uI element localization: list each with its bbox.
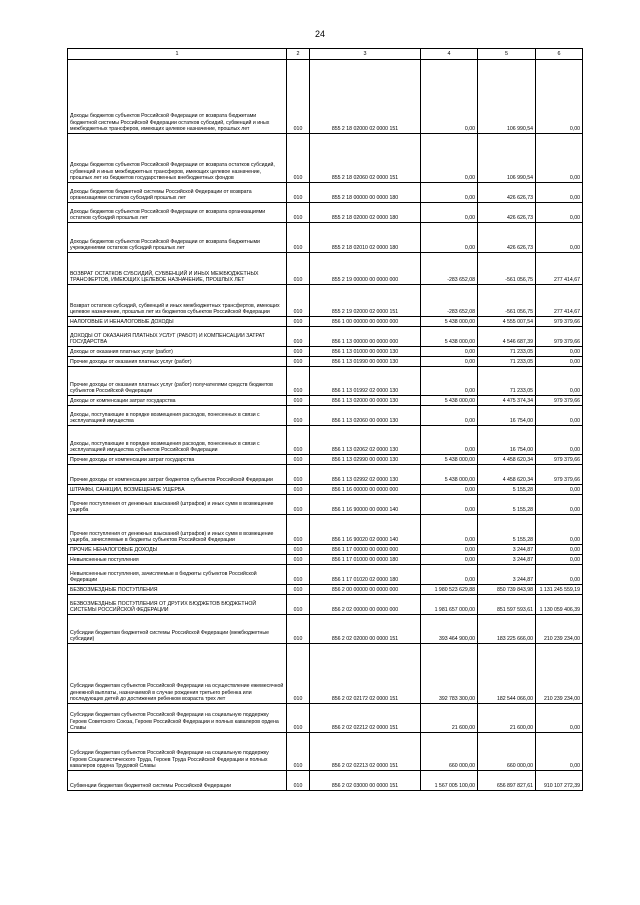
row-name: Прочие поступления от денежных взысканий (штрафов) и иных сумм в возмещение ущерба [68,495,287,515]
row-executed: 426 626,73 [478,183,536,203]
row-approved: 0,00 [421,426,478,455]
row-unexecuted: 210 239 234,00 [536,615,583,644]
row-kbk: 855 2 18 02010 02 0000 180 [310,223,421,253]
row-unexecuted: 0,00 [536,183,583,203]
table-row [68,367,583,396]
table-row [68,347,583,357]
header-cell: 6 [536,49,583,60]
row-code: 010 [287,585,310,595]
row-kbk: 855 2 18 00000 00 0000 180 [310,183,421,203]
row-unexecuted: 1 131 245 559,19 [536,585,583,595]
row-kbk: 856 2 02 02212 02 0000 151 [310,704,421,733]
row-code: 010 [287,285,310,317]
table-row [68,615,583,644]
row-executed: 71 233,05 [478,367,536,396]
row-code: 010 [287,455,310,465]
row-unexecuted: 1 130 059 406,39 [536,595,583,615]
row-code: 010 [287,367,310,396]
row-code: 010 [287,595,310,615]
row-name: БЕЗВОЗМЕЗДНЫЕ ПОСТУПЛЕНИЯ ОТ ДРУГИХ БЮДЖЕТОВ БЮДЖЕТНОЙ СИСТЕМЫ РОССИЙСКОЙ ФЕДЕРАЦИИ [68,595,287,615]
row-approved: 0,00 [421,555,478,565]
row-executed: 5 155,28 [478,515,536,545]
row-executed: 656 897 827,61 [478,771,536,791]
row-unexecuted: 0,00 [536,485,583,495]
row-executed: 851 597 593,61 [478,595,536,615]
row-unexecuted: 979 379,66 [536,317,583,327]
table-row [68,396,583,406]
table-row [68,223,583,253]
row-executed: 182 544 066,00 [478,644,536,704]
table-row [68,134,583,183]
row-executed: 3 244,87 [478,555,536,565]
row-code: 010 [287,327,310,347]
row-name: Доходы бюджетов субъектов Российской Федерации от возврата организациями остатков субсидий прошлых лет [68,203,287,223]
row-kbk: 856 2 02 02000 00 0000 151 [310,615,421,644]
table-row [68,60,583,134]
row-executed: -561 056,75 [478,253,536,285]
row-approved: 5 438 000,00 [421,396,478,406]
row-code: 010 [287,406,310,426]
row-unexecuted: 979 379,66 [536,396,583,406]
table-row [68,485,583,495]
row-unexecuted: 277 414,67 [536,253,583,285]
row-executed: 4 546 687,39 [478,327,536,347]
row-code: 010 [287,317,310,327]
row-approved: 0,00 [421,495,478,515]
row-approved: 393 464 900,00 [421,615,478,644]
row-executed: 5 155,28 [478,495,536,515]
row-name: ВОЗВРАТ ОСТАТКОВ СУБСИДИЙ, СУБВЕНЦИЙ И ИНЫХ МЕЖБЮДЖЕТНЫХ ТРАНСФЕРТОВ, ИМЕЮЩИХ ЦЕЛЕВОЕ НАЗНАЧЕНИЕ, ПРОШЛЫХ ЛЕТ [68,253,287,285]
row-unexecuted: 0,00 [536,357,583,367]
table-row [68,733,583,771]
row-name: Субвенции бюджетам бюджетной системы Российской Федерации [68,771,287,791]
row-kbk: 856 2 02 03000 00 0000 151 [310,771,421,791]
row-executed: 183 225 666,00 [478,615,536,644]
row-unexecuted: 0,00 [536,565,583,585]
row-unexecuted: 0,00 [536,545,583,555]
row-approved: 392 783 300,00 [421,644,478,704]
row-executed: 850 739 843,98 [478,585,536,595]
row-executed: 16 754,00 [478,406,536,426]
row-approved: 5 438 000,00 [421,317,478,327]
row-executed: 71 233,05 [478,347,536,357]
row-code: 010 [287,203,310,223]
row-approved: 5 438 000,00 [421,465,478,485]
row-executed: 4 458 620,34 [478,455,536,465]
row-code: 010 [287,426,310,455]
row-code: 010 [287,545,310,555]
row-kbk: 856 1 13 01990 00 0000 130 [310,357,421,367]
row-executed: 21 600,00 [478,704,536,733]
row-name: Прочие доходы от оказания платных услуг (работ) получателями средств бюджетов субъектов Российской Федерации [68,367,287,396]
table-row [68,545,583,555]
row-name: НАЛОГОВЫЕ И НЕНАЛОГОВЫЕ ДОХОДЫ [68,317,287,327]
row-code: 010 [287,704,310,733]
row-kbk: 855 2 18 02000 02 0000 151 [310,60,421,134]
row-unexecuted: 979 379,66 [536,455,583,465]
table-row [68,183,583,203]
row-name: Прочие доходы от компенсации затрат бюджетов субъектов Российской Федерации [68,465,287,485]
header-cell: 2 [287,49,310,60]
row-kbk: 856 1 00 00000 00 0000 000 [310,317,421,327]
row-approved: 0,00 [421,406,478,426]
row-name: Доходы бюджетов субъектов Российской Федерации от возврата бюджетами бюджетной системы Российской Федерации остатков субсидий, субвенций и иных межбюджетных трансферов, имеющих целевое назначение, прошлых лет [68,60,287,134]
table-row [68,515,583,545]
row-code: 010 [287,60,310,134]
row-approved: 0,00 [421,60,478,134]
row-name: Субсидии бюджетам субъектов Российской Федерации на социальную поддержку Героев Советского Союза, Героев Российской Федерации и полных кавалеров ордена Славы [68,704,287,733]
row-unexecuted: 0,00 [536,426,583,455]
row-code: 010 [287,615,310,644]
row-executed: 106 990,54 [478,60,536,134]
row-executed: 106 990,54 [478,134,536,183]
row-approved: 1 981 657 000,00 [421,595,478,615]
table-row [68,495,583,515]
row-code: 010 [287,771,310,791]
row-kbk: 856 1 17 01020 02 0000 180 [310,565,421,585]
page-number: 24 [314,29,325,39]
row-approved: 0,00 [421,223,478,253]
row-code: 010 [287,183,310,203]
row-name: Невыясненные поступления, зачисляемые в бюджеты субъектов Российской Федерации [68,565,287,585]
row-approved: 0,00 [421,183,478,203]
table-row [68,317,583,327]
row-executed: 4 475 374,34 [478,396,536,406]
row-kbk: 856 1 16 90020 02 0000 140 [310,515,421,545]
row-kbk: 856 1 13 01000 00 0000 130 [310,347,421,357]
row-unexecuted: 277 414,67 [536,285,583,317]
budget-revenue-table [67,48,583,791]
row-unexecuted: 0,00 [536,733,583,771]
row-executed: 4 458 620,34 [478,465,536,485]
row-name: Доходы бюджетов субъектов Российской Федерации от возврата бюджетными учреждениями остатков субсидий прошлых лет [68,223,287,253]
row-unexecuted: 979 379,66 [536,327,583,347]
table-row [68,771,583,791]
row-unexecuted: 0,00 [536,347,583,357]
row-unexecuted: 910 107 272,39 [536,771,583,791]
table-row [68,455,583,465]
row-name: Доходы от компенсации затрат государства [68,396,287,406]
row-kbk: 856 1 17 00000 00 0000 000 [310,545,421,555]
row-kbk: 856 1 13 02000 00 0000 130 [310,396,421,406]
table-row [68,565,583,585]
row-executed: 3 244,87 [478,565,536,585]
row-approved: 0,00 [421,347,478,357]
row-unexecuted: 0,00 [536,60,583,134]
row-unexecuted: 0,00 [536,134,583,183]
row-code: 010 [287,223,310,253]
row-unexecuted: 0,00 [536,555,583,565]
row-code: 010 [287,465,310,485]
row-executed: 71 233,05 [478,357,536,367]
row-kbk: 855 2 18 02000 02 0000 180 [310,203,421,223]
row-approved: 1 567 005 100,00 [421,771,478,791]
table-row [68,555,583,565]
table-row [68,357,583,367]
row-code: 010 [287,495,310,515]
row-unexecuted: 210 239 234,00 [536,644,583,704]
row-unexecuted: 979 379,66 [536,465,583,485]
row-approved: 0,00 [421,134,478,183]
row-kbk: 855 2 19 02000 02 0000 151 [310,285,421,317]
row-unexecuted: 0,00 [536,495,583,515]
row-kbk: 856 2 00 00000 00 0000 000 [310,585,421,595]
row-name: ПРОЧИЕ НЕНАЛОГОВЫЕ ДОХОДЫ [68,545,287,555]
row-name: Возврат остатков субсидий, субвенций и иных межбюджетных трансфертов, имеющих целевое назначение, прошлых лет из бюджетов субъектов Российской Федерации [68,285,287,317]
row-approved: 0,00 [421,515,478,545]
row-code: 010 [287,644,310,704]
header-cell: 4 [421,49,478,60]
table-row [68,285,583,317]
row-code: 010 [287,485,310,495]
row-name: Доходы, поступающие в порядке возмещения расходов, понесенных в связи с эксплуатацией имущества [68,406,287,426]
row-unexecuted: 0,00 [536,515,583,545]
row-unexecuted: 0,00 [536,367,583,396]
row-unexecuted: 0,00 [536,223,583,253]
row-approved: 0,00 [421,565,478,585]
row-code: 010 [287,357,310,367]
row-kbk: 856 1 17 01000 00 0000 180 [310,555,421,565]
row-kbk: 856 1 13 01992 02 0000 130 [310,367,421,396]
row-approved: 0,00 [421,203,478,223]
row-kbk: 856 1 16 00000 00 0000 000 [310,485,421,495]
row-kbk: 856 1 13 00000 00 0000 000 [310,327,421,347]
row-approved: 0,00 [421,485,478,495]
row-code: 010 [287,396,310,406]
row-code: 010 [287,253,310,285]
row-executed: 3 244,87 [478,545,536,555]
row-name: Доходы бюджетов субъектов Российской Федерации от возврата остатков субсидий, субвенций и иных межбюджетных трансферов, имеющих целевое назначение, прошлых лет из бюджетов государственных внебюджетных фондов [68,134,287,183]
row-approved: -283 652,08 [421,285,478,317]
table-row [68,704,583,733]
table-row [68,585,583,595]
row-name: Доходы, поступающие в порядке возмещения расходов, понесенных в связи с эксплуатацией имущества субъектов Российской Федерации [68,426,287,455]
row-executed: 5 155,28 [478,485,536,495]
row-approved: 1 980 523 629,88 [421,585,478,595]
row-name: Прочие поступления от денежных взысканий (штрафов) и иных сумм в возмещение ущерба, зачисляемые в бюджеты субъектов Российской Федерации [68,515,287,545]
table-row [68,203,583,223]
row-name: Доходы бюджетов бюджетной системы Российской Федерации от возврата организациями остатков субсидий прошлых лет [68,183,287,203]
row-approved: 0,00 [421,357,478,367]
header-row [68,49,583,60]
row-approved: 21 600,00 [421,704,478,733]
row-name: Прочие доходы от компенсации затрат государства [68,455,287,465]
header-cell: 3 [310,49,421,60]
table-row [68,465,583,485]
row-kbk: 856 2 02 00000 00 0000 000 [310,595,421,615]
row-code: 010 [287,565,310,585]
row-unexecuted: 0,00 [536,203,583,223]
row-approved: -283 652,08 [421,253,478,285]
row-kbk: 856 1 13 02990 00 0000 130 [310,455,421,465]
row-name: Доходы от оказания платных услуг (работ) [68,347,287,357]
row-kbk: 856 1 13 02060 00 0000 130 [310,406,421,426]
table-row [68,327,583,347]
row-code: 010 [287,134,310,183]
row-kbk: 856 1 13 02062 02 0000 130 [310,426,421,455]
header-cell: 5 [478,49,536,60]
row-code: 010 [287,515,310,545]
table-row [68,406,583,426]
table-row [68,595,583,615]
row-name: Субсидии бюджетам бюджетной системы Российской Федерации (межбюджетные субсидии) [68,615,287,644]
row-executed: -561 056,75 [478,285,536,317]
table-row [68,426,583,455]
row-unexecuted: 0,00 [536,406,583,426]
row-kbk: 855 2 18 02060 02 0000 151 [310,134,421,183]
row-name: Невыясненные поступления [68,555,287,565]
row-approved: 0,00 [421,367,478,396]
row-approved: 5 438 000,00 [421,327,478,347]
row-unexecuted: 0,00 [536,704,583,733]
row-name: ШТРАФЫ, САНКЦИИ, ВОЗМЕЩЕНИЕ УЩЕРБА [68,485,287,495]
row-executed: 426 626,73 [478,223,536,253]
row-kbk: 856 2 02 02172 02 0000 151 [310,644,421,704]
row-executed: 426 626,73 [478,203,536,223]
row-code: 010 [287,347,310,357]
row-kbk: 856 1 16 90000 00 0000 140 [310,495,421,515]
row-kbk: 855 2 19 00000 00 0000 000 [310,253,421,285]
row-name: ДОХОДЫ ОТ ОКАЗАНИЯ ПЛАТНЫХ УСЛУГ (РАБОТ) И КОМПЕНСАЦИИ ЗАТРАТ ГОСУДАРСТВА [68,327,287,347]
row-name: Субсидии бюджетам субъектов Российской Федерации на осуществление ежемесячной денежной выплаты, назначаемой в случае рождения третьего ребенка или последующих детей до достижения ребенком возраста трех лет [68,644,287,704]
table-row [68,644,583,704]
row-name: Прочие доходы от оказания платных услуг (работ) [68,357,287,367]
row-name: Субсидии бюджетам субъектов Российской Федерации на социальную поддержку Героев Социалистического Труда, Героев Труда Российской Федерации и полных кавалеров ордена Трудовой Славы [68,733,287,771]
row-code: 010 [287,733,310,771]
row-name: БЕЗВОЗМЕЗДНЫЕ ПОСТУПЛЕНИЯ [68,585,287,595]
table-row [68,253,583,285]
row-code: 010 [287,555,310,565]
row-executed: 660 000,00 [478,733,536,771]
row-approved: 5 438 000,00 [421,455,478,465]
row-approved: 660 000,00 [421,733,478,771]
row-executed: 4 555 007,54 [478,317,536,327]
row-kbk: 856 1 13 02992 02 0000 130 [310,465,421,485]
row-executed: 16 754,00 [478,426,536,455]
row-approved: 0,00 [421,545,478,555]
header-cell: 1 [68,49,287,60]
row-kbk: 856 2 02 02213 02 0000 151 [310,733,421,771]
